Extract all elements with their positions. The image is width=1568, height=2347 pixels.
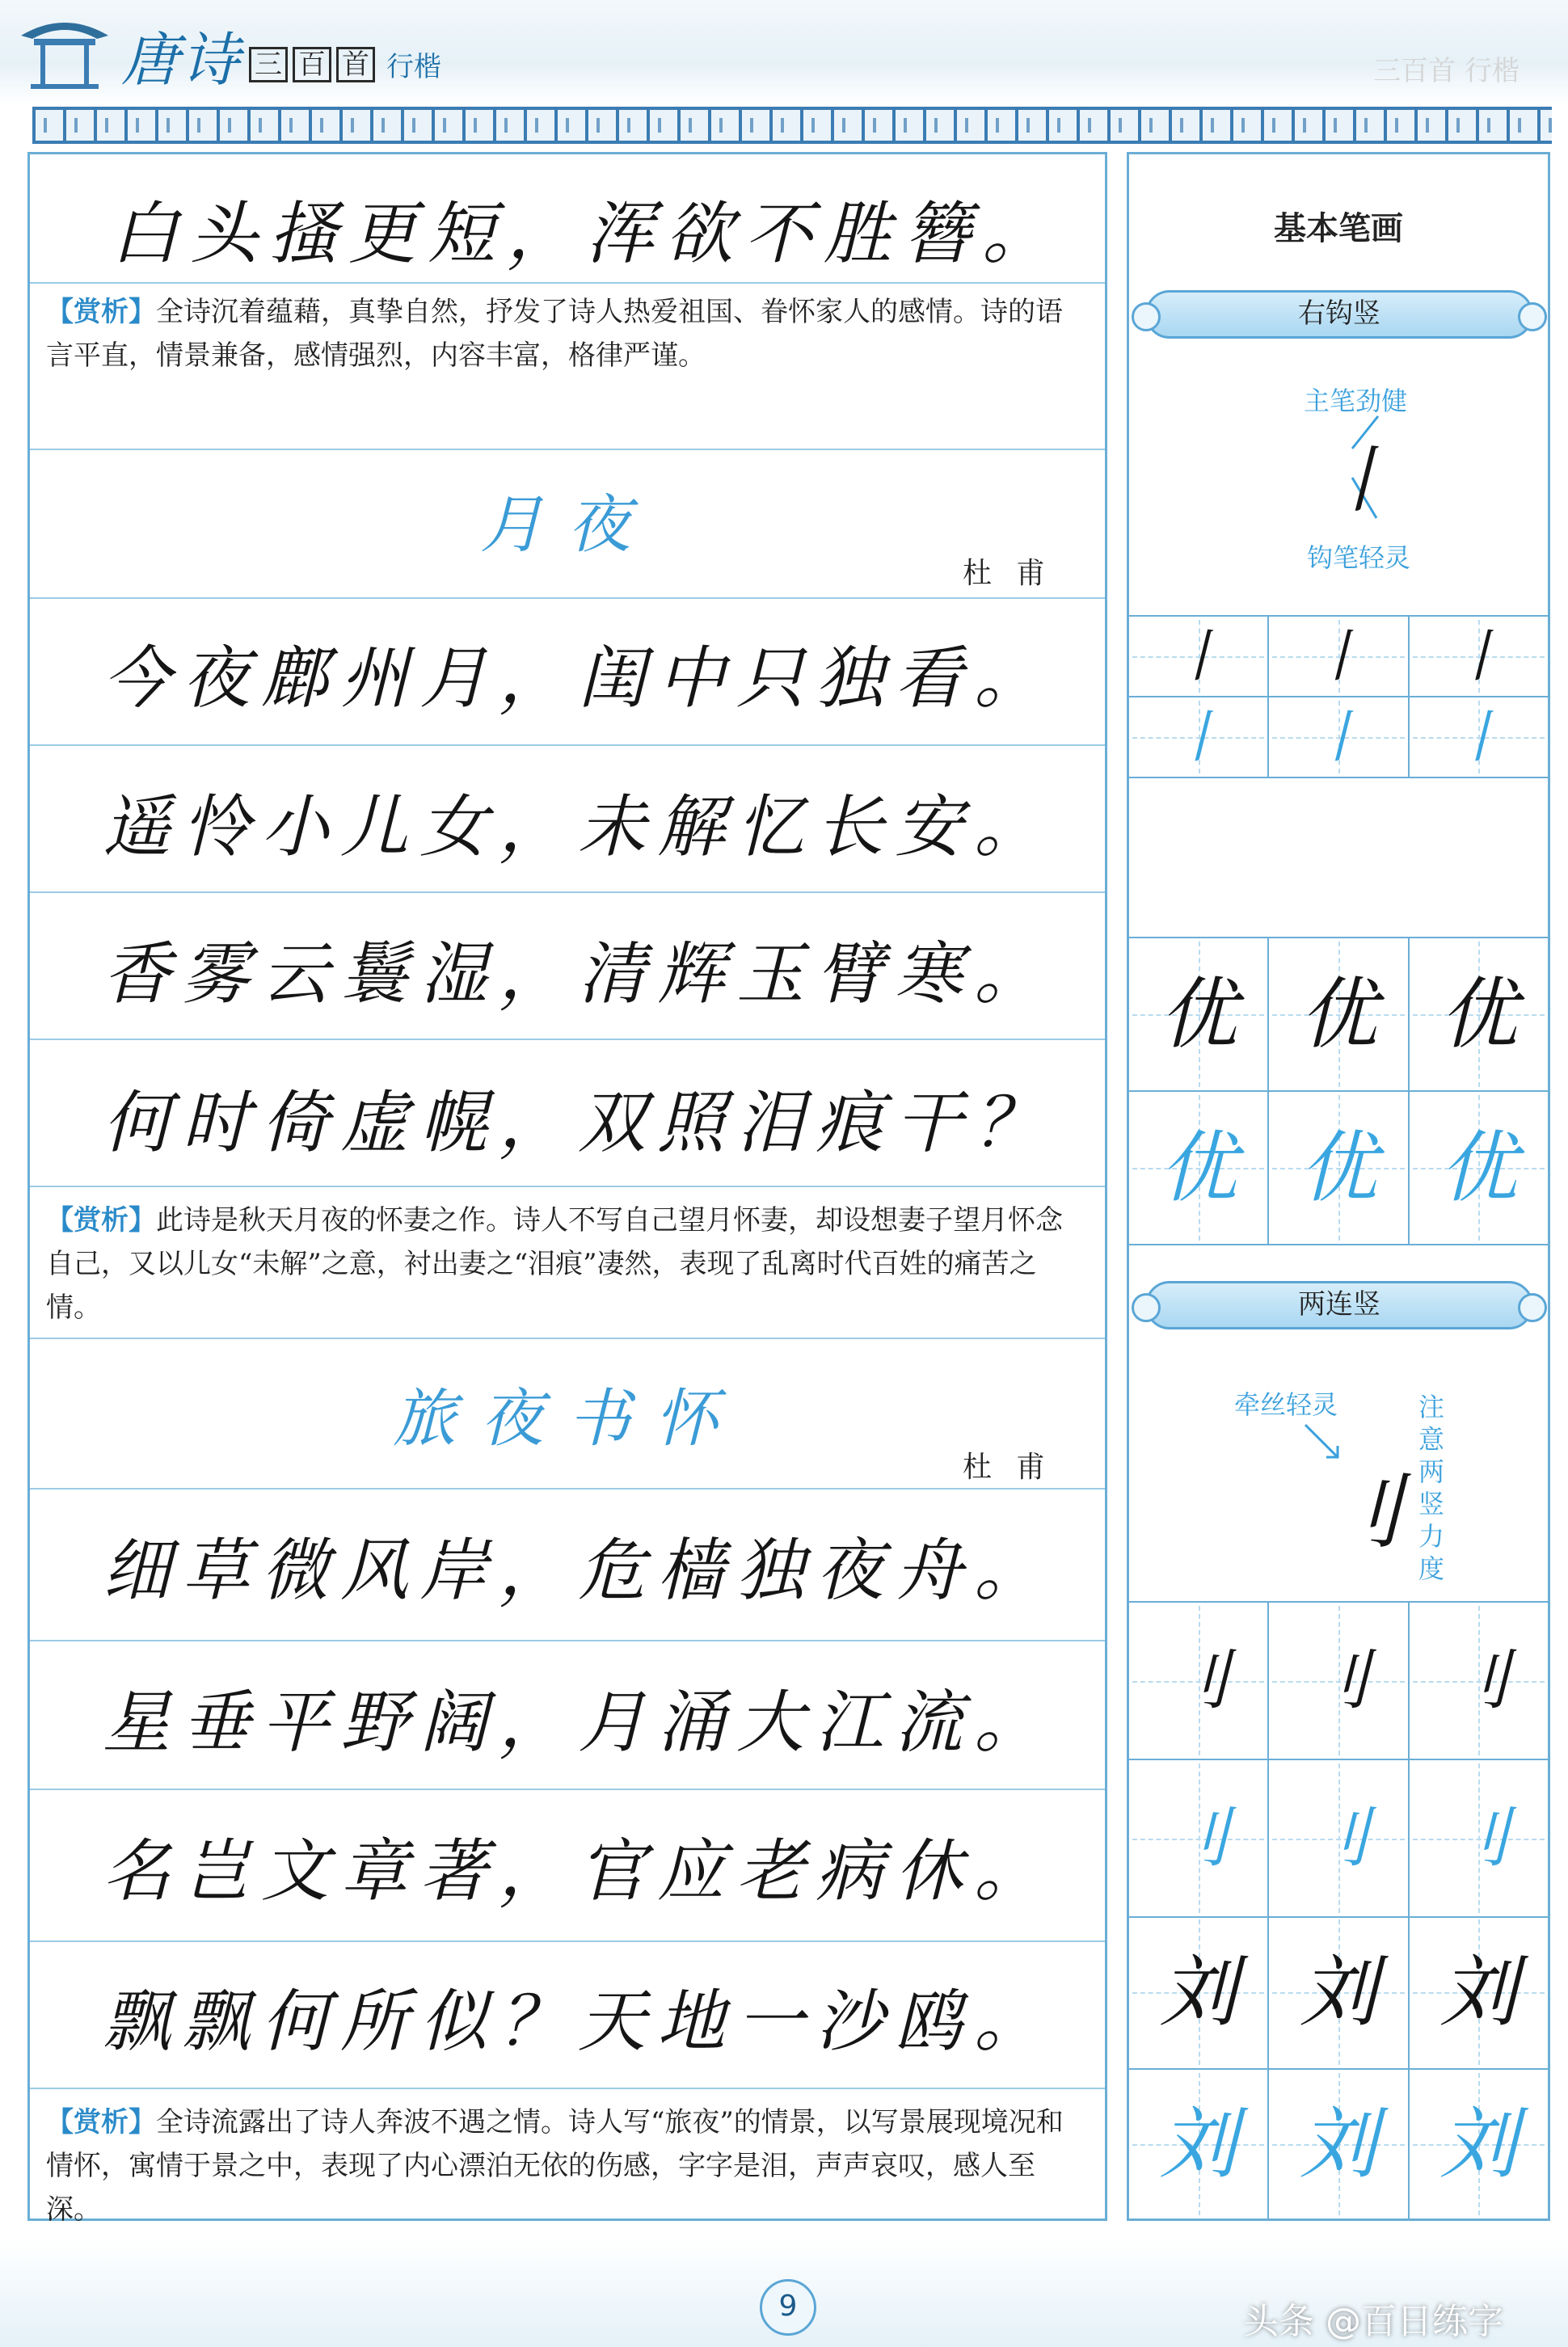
trace-cell: 刂 bbox=[1410, 1760, 1548, 1916]
comment-1-tag: 【赏析】 bbox=[46, 296, 156, 328]
poem-1-author: 杜甫 bbox=[962, 557, 1069, 590]
poem-2-line-4: 飘飘何所似？天地一沙鸥。 bbox=[103, 1982, 1054, 2061]
brand-sub-2: 百 bbox=[293, 47, 331, 82]
practice-cell: 刂 bbox=[1410, 1603, 1548, 1759]
brand-title: 唐诗 bbox=[121, 26, 242, 94]
trace-cell: 优 bbox=[1129, 1092, 1269, 1244]
practice-cell: 优 bbox=[1129, 938, 1269, 1090]
watermark: 头条 @百日练字 bbox=[1243, 2301, 1503, 2342]
brand-style: 行楷 bbox=[386, 51, 442, 83]
section-2-note-side: 注意两竖力度 bbox=[1418, 1392, 1444, 1584]
sidebar-title: 基本笔画 bbox=[1274, 210, 1403, 247]
section-1-note-top: 主笔劲健 bbox=[1304, 386, 1408, 416]
practice-grid-stroke-1 bbox=[1129, 615, 1548, 777]
brand-sub-3: 首 bbox=[336, 47, 375, 82]
poem-column bbox=[27, 152, 1107, 2226]
poem-1-title: 月夜 bbox=[479, 489, 655, 562]
poem-2-line-2: 星垂平野阔，月涌大江流。 bbox=[103, 1683, 1054, 1762]
poem-2-line-1: 细草微风岸，危樯独夜舟。 bbox=[103, 1531, 1054, 1610]
practice-cell: 丨 bbox=[1129, 617, 1269, 696]
practice-cell: 刘 bbox=[1410, 1916, 1548, 2068]
trace-cell: 刂 bbox=[1269, 1760, 1409, 1916]
page-number: 9 bbox=[760, 2279, 816, 2336]
section-2-note-top: 牵丝轻灵 bbox=[1234, 1389, 1338, 1420]
poem-2-title: 旅夜书怀 bbox=[392, 1383, 742, 1456]
top-poem-line: 白头搔更短，浑欲不胜簪。 bbox=[111, 194, 1062, 273]
poem-2-author: 杜甫 bbox=[962, 1451, 1069, 1484]
practice-cell: 刂 bbox=[1129, 1603, 1269, 1759]
trace-cell: 优 bbox=[1410, 1092, 1548, 1244]
fret-border-pattern bbox=[32, 118, 1552, 133]
trace-cell: 刘 bbox=[1410, 2070, 1548, 2218]
poem-1-line-1: 今夜鄜州月，闺中只独看。 bbox=[103, 638, 1054, 718]
row-divider bbox=[30, 154, 1105, 2089]
section-2-demo-stroke: 刂 bbox=[1323, 1465, 1404, 1560]
practice-cell: 丨 bbox=[1269, 617, 1409, 696]
poem-1-line-4: 何时倚虚幌，双照泪痕干？ bbox=[103, 1083, 1054, 1162]
section-1-banner: 右钩竖 bbox=[1145, 290, 1533, 339]
section-1-note-bottom: 钩笔轻灵 bbox=[1307, 542, 1411, 573]
practice-grid-char-1 bbox=[1129, 937, 1548, 1244]
stroke-practice-column bbox=[1127, 152, 1550, 2221]
trace-cell: 刂 bbox=[1129, 1760, 1269, 1916]
practice-cell: 刘 bbox=[1269, 1916, 1409, 2068]
poem-1-line-3: 香雾云鬟湿，清辉玉臂寒。 bbox=[103, 934, 1054, 1013]
comment-2-text: 此诗是秋天月夜的怀妻之作。诗人不写自己望月怀妻，却设想妻子望月怀念自己，又以儿女“未解”之意，衬出妻之“泪痕”凄然，表现了乱离时代百姓的痛苦之情。 bbox=[46, 1204, 1063, 1324]
brand-subtitle bbox=[249, 44, 441, 84]
practice-cell: 刂 bbox=[1269, 1603, 1409, 1759]
brand-sub-1: 三 bbox=[249, 47, 288, 82]
ghost-title: 三百首 行楷 bbox=[1373, 55, 1520, 87]
practice-cell: 优 bbox=[1269, 938, 1409, 1090]
practice-grid-stroke-2 bbox=[1129, 1601, 1548, 1916]
trace-cell: 丨 bbox=[1269, 697, 1409, 777]
trace-cell: 丨 bbox=[1410, 697, 1548, 777]
section-2-banner: 两连竖 bbox=[1145, 1281, 1533, 1329]
comment-3-text: 全诗流露出了诗人奔波不遇之情。诗人写“旅夜”的情景，以写景展现境况和情怀，寓情于景之中，表现了内心漂泊无依的伤感，字字是泪，声声哀叹，感人至深。 bbox=[46, 2106, 1064, 2226]
section-1-demo-stroke: 丨 bbox=[1323, 438, 1396, 523]
practice-cell: 丨 bbox=[1410, 617, 1548, 696]
practice-cell: 优 bbox=[1410, 938, 1548, 1090]
practice-cell: 刘 bbox=[1129, 1916, 1269, 2068]
comment-2-tag: 【赏析】 bbox=[46, 1204, 156, 1237]
trace-cell: 优 bbox=[1269, 1092, 1409, 1244]
pavilion-icon bbox=[16, 3, 113, 92]
poem-2-line-3: 名岂文章著，官应老病休。 bbox=[103, 1831, 1054, 1911]
brand-logo bbox=[121, 8, 442, 94]
comment-1-text: 全诗沉着蕴藉，真挚自然，抒发了诗人热爱祖国、眷怀家人的感情。诗的语言平直，情景兼备，感情强烈，内容丰富，格律严谨。 bbox=[46, 296, 1063, 372]
trace-cell: 刘 bbox=[1129, 2070, 1269, 2218]
practice-grid-char-2 bbox=[1129, 1916, 1548, 2223]
comment-3-tag: 【赏析】 bbox=[46, 2106, 156, 2138]
trace-cell: 丨 bbox=[1129, 697, 1269, 777]
poem-1-line-2: 遥怜小儿女，未解忆长安。 bbox=[103, 787, 1054, 866]
trace-cell: 刘 bbox=[1269, 2070, 1409, 2218]
page-header bbox=[0, 0, 1568, 154]
comment-3 bbox=[46, 2101, 1081, 2231]
